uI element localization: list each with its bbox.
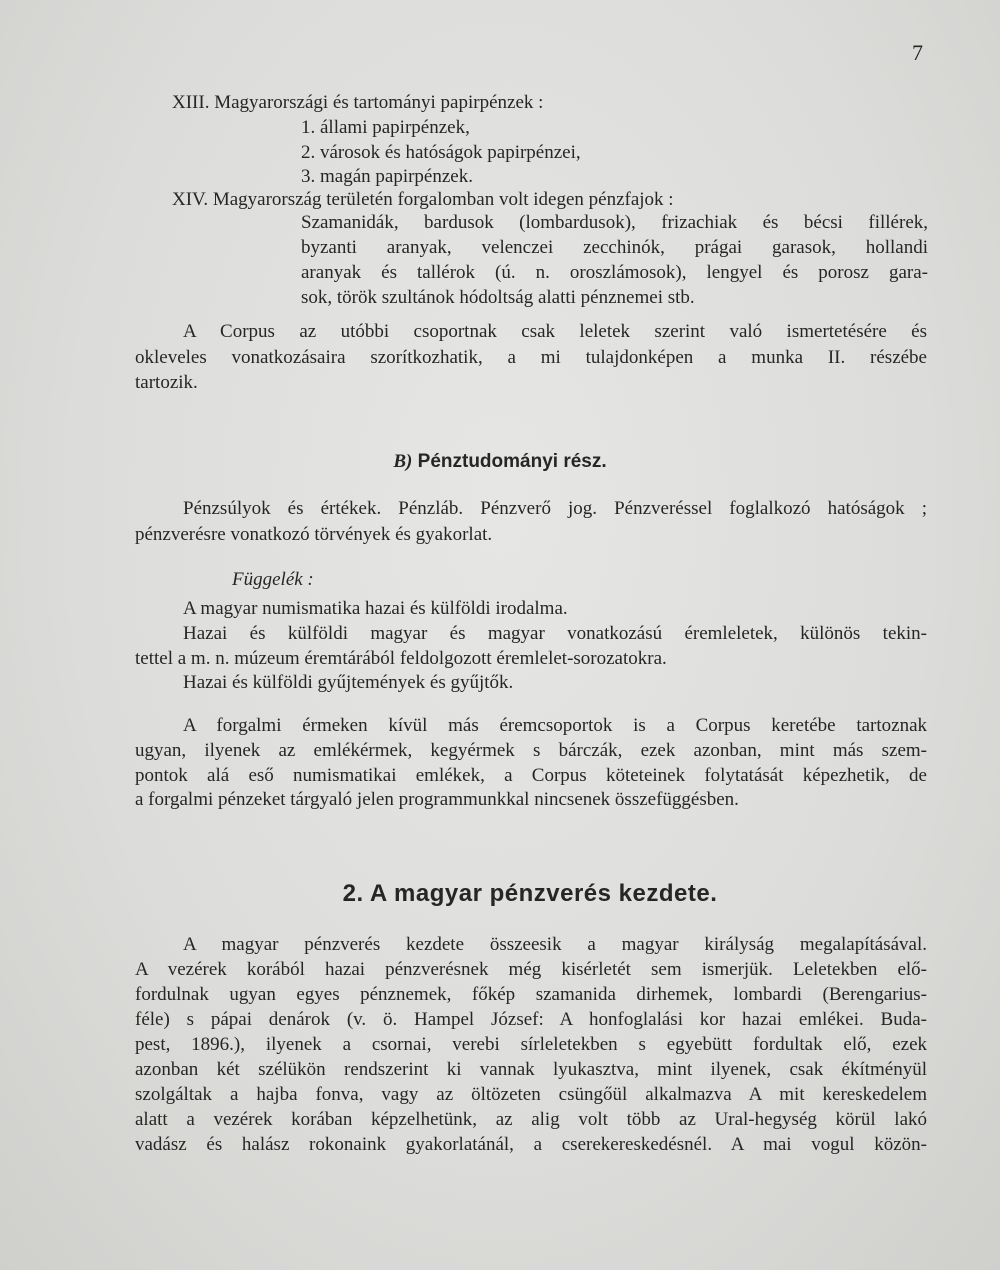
list-xiii-item-3: 3. magán papirpénzek. [301,166,473,187]
para4-line-6: azonban két szélükön rendszerint ki vannak lyukasztva, mint ilyenek, csak ékítményül [135,1059,927,1080]
list-xiv-line-3: aranyak és tallérok (ú. n. oroszlámosok), lengyel és porosz gara- [301,262,928,283]
list-xiii-item-1: 1. állami papirpénzek, [301,117,470,138]
para4-line-2: A vezérek korából hazai pénzverésnek még kisérletét sem ismerjük. Leletekben elő- [135,959,927,980]
para4-line-4: féle) s pápai denárok (v. ö. Hampel József: A honfoglalási kor hazai emlékei. Buda- [135,1009,927,1030]
para4-line-5: pest, 1896.), ilyenek a csornai, verebi sírleletekben s egyebütt fordultak elő, ezek [135,1034,927,1055]
para3-line-4: a forgalmi pénzeket tárgyaló jelen programmunkkal nincsenek összefüggésben. [135,789,739,810]
para1-line-3: tartozik. [135,372,198,393]
list-xiv-title: XIV. Magyarország területén forgalomban volt idegen pénzfajok : [172,189,674,210]
para4-line-3: fordulnak ugyan egyes pénznemek, főkép szamanida dirhemek, lombardi (Berengarius- [135,984,927,1005]
para4-line-9: vadász és halász rokonaink gyakorlatánál, a cserekereskedésnél. A mai vogul közön- [135,1134,927,1155]
para2-line-2: pénzverésre vonatkozó törvények és gyakorlat. [135,524,493,545]
section-b-title: Pénztudományi rész. [417,451,607,472]
page-number: 7 [912,40,923,65]
para3-line-1: A forgalmi érmeken kívül más éremcsoportok is a Corpus keretébe tartoznak [183,715,927,736]
list-xiv-line-2: byzanti aranyak, velenczei zecchinók, prágai garasok, hollandi [301,237,928,258]
para3-line-3: pontok alá eső numismatikai emlékek, a Corpus köteteinek folytatását képezhetik, de [135,765,927,786]
appendix-label: Függelék : [232,569,314,590]
list-xiv-line-4: sok, török szultánok hódoltság alatti pénznemei stb. [301,287,695,308]
para4-line-8: alatt a vezérek korában képzelhetünk, az alig volt több az Ural-hegység körül lakó [135,1109,927,1130]
section-2-heading: 2. A magyar pénzverés kezdete. [342,880,718,907]
para1-line-2: okleveles vonatkozásaira szorítkozhatik, a mi tulajdonképen a munka II. részébe [135,347,927,368]
list-xiv-line-1: Szamanidák, bardusok (lombardusok), frizachiak és bécsi fillérek, [301,212,928,233]
section-b-letter: B) [393,451,413,472]
appendix-line-2: Hazai és külföldi magyar és magyar vonatkozású éremleletek, különös tekin- [183,623,927,644]
para1-line-1: A Corpus az utóbbi csoportnak csak leletek szerint való ismertetésére és [183,321,927,342]
list-xiii-title: XIII. Magyarországi és tartományi papirpénzek : [172,92,544,113]
para2-line-1: Pénzsúlyok és értékek. Pénzláb. Pénzverő jog. Pénzveréssel foglalkozó hatóságok ; [183,498,927,519]
appendix-line-1: A magyar numismatika hazai és külföldi irodalma. [183,598,568,619]
para4-line-7: szolgáltak a hajba fonva, vagy az öltözeten csüngőül alkalmazva A mit kereskedelem [135,1084,927,1105]
para3-line-2: ugyan, ilyenek az emlékérmek, kegyérmek s bárczák, ezek azonban, mint más szem- [135,740,927,761]
list-xiii-item-2: 2. városok és hatóságok papirpénzei, [301,142,581,163]
section-b-heading [0,451,1000,473]
appendix-line-3: tettel a m. n. múzeum éremtárából feldolgozott éremlelet-sorozatokra. [135,648,667,669]
para4-line-1: A magyar pénzverés kezdete összeesik a magyar királyság megalapításával. [183,934,927,955]
appendix-line-4: Hazai és külföldi gyűjtemények és gyűjtők. [183,672,514,693]
